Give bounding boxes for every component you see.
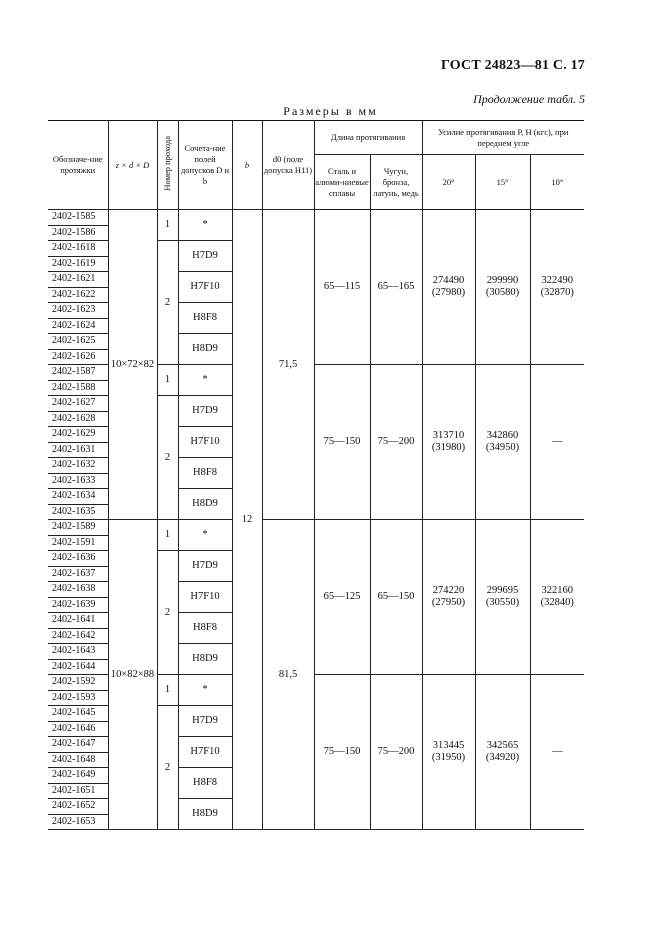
col-d0: d0 (поле допуска H11) xyxy=(262,121,314,210)
col-angle-15: 15° xyxy=(475,155,530,210)
force-10-cell xyxy=(530,675,584,830)
col-tolerance: Сочета-ние полей допусков D и b xyxy=(178,121,232,210)
designation-cell: 2402-1623 xyxy=(48,303,108,319)
designation-cell: 2402-1648 xyxy=(48,752,108,768)
designation-cell: 2402-1628 xyxy=(48,411,108,427)
force-15-newton: 342565 xyxy=(486,740,519,751)
designation-cell: 2402-1637 xyxy=(48,566,108,582)
force-20-newton: 274220 xyxy=(432,585,465,596)
designation-cell: 2402-1619 xyxy=(48,256,108,272)
tolerance-cell: H7D9 xyxy=(178,551,232,582)
tolerance-cell: H8D9 xyxy=(178,644,232,675)
b-cell: 12 xyxy=(232,210,262,830)
designation-cell: 2402-1652 xyxy=(48,799,108,815)
length-steel-cell: 65—115 xyxy=(314,210,370,365)
tolerance-star-cell: * xyxy=(178,365,232,396)
force-15-kgf: (30550) xyxy=(485,597,520,608)
force-10-cell xyxy=(530,520,584,675)
tolerance-star-cell: * xyxy=(178,675,232,706)
col-pass-no-label: Номер прохода xyxy=(162,136,172,191)
force-15-cell xyxy=(475,365,530,520)
force-20-cell xyxy=(422,210,475,365)
force-20-newton: 313710 xyxy=(432,430,465,441)
designation-cell: 2402-1625 xyxy=(48,334,108,350)
designation-cell: 2402-1626 xyxy=(48,349,108,365)
designation-cell: 2402-1624 xyxy=(48,318,108,334)
units-caption: Размеры в мм xyxy=(283,104,378,118)
designation-cell: 2402-1647 xyxy=(48,737,108,753)
tolerance-cell: H7F10 xyxy=(178,582,232,613)
col-angle-10: 10° xyxy=(530,155,584,210)
length-iron-cell: 65—165 xyxy=(370,210,422,365)
col-force-group: Усилие протягивания P, Н (кгс), при переднем угле xyxy=(422,121,584,155)
force-20-newton: 313445 xyxy=(432,740,465,751)
force-20-kgf: (31980) xyxy=(431,442,466,453)
length-steel-cell: 65—125 xyxy=(314,520,370,675)
col-length-group: Длина протягивания xyxy=(314,121,422,155)
d0-cell: 71,5 xyxy=(262,210,314,520)
tolerance-cell: H8F8 xyxy=(178,458,232,489)
length-iron-cell: 65—150 xyxy=(370,520,422,675)
force-20-cell xyxy=(422,365,475,520)
designation-cell: 2402-1627 xyxy=(48,396,108,412)
col-angle-20: 20° xyxy=(422,155,475,210)
col-pass-no xyxy=(157,121,178,210)
designation-cell: 2402-1635 xyxy=(48,504,108,520)
designation-cell: 2402-1589 xyxy=(48,520,108,536)
tolerance-star-cell: * xyxy=(178,210,232,241)
force-20-cell xyxy=(422,520,475,675)
tolerance-cell: H7D9 xyxy=(178,241,232,272)
designation-cell: 2402-1651 xyxy=(48,783,108,799)
tolerance-cell: H8F8 xyxy=(178,613,232,644)
tolerance-star-cell: * xyxy=(178,520,232,551)
pass-2-cell: 2 xyxy=(157,396,178,520)
designation-cell: 2402-1634 xyxy=(48,489,108,505)
broach-table xyxy=(48,120,584,830)
pass-1-cell: 1 xyxy=(157,365,178,396)
table-row xyxy=(48,520,584,536)
force-20-newton: 274490 xyxy=(432,275,465,286)
tolerance-cell: H7D9 xyxy=(178,396,232,427)
designation-cell: 2402-1591 xyxy=(48,535,108,551)
tolerance-cell: H8D9 xyxy=(178,489,232,520)
force-15-cell xyxy=(475,520,530,675)
force-10-newton: 322490 xyxy=(541,275,574,286)
length-steel-cell: 75—150 xyxy=(314,675,370,830)
d0-cell: 81,5 xyxy=(262,520,314,830)
col-designation: Обозначе-ние протяжки xyxy=(48,121,108,210)
designation-cell: 2402-1585 xyxy=(48,210,108,226)
designation-cell: 2402-1629 xyxy=(48,427,108,443)
force-15-newton: 299990 xyxy=(486,275,519,286)
force-15-cell xyxy=(475,675,530,830)
designation-cell: 2402-1642 xyxy=(48,628,108,644)
force-10-cell xyxy=(530,365,584,520)
tolerance-cell: H8D9 xyxy=(178,334,232,365)
designation-cell: 2402-1645 xyxy=(48,706,108,722)
force-20-kgf: (31950) xyxy=(431,752,466,763)
pass-1-cell: 1 xyxy=(157,520,178,551)
designation-cell: 2402-1586 xyxy=(48,225,108,241)
designation-cell: 2402-1618 xyxy=(48,241,108,257)
zdD-cell: 10×82×88 xyxy=(108,520,157,830)
designation-cell: 2402-1649 xyxy=(48,768,108,784)
tolerance-cell: H7F10 xyxy=(178,272,232,303)
tolerance-cell: H8F8 xyxy=(178,768,232,799)
designation-cell: 2402-1593 xyxy=(48,690,108,706)
tolerance-cell: H7F10 xyxy=(178,737,232,768)
force-10-kgf: (32840) xyxy=(540,597,574,608)
tolerance-cell: H8F8 xyxy=(178,303,232,334)
col-length-iron: Чугун, бронза, латунь, медь xyxy=(370,155,422,210)
length-steel-cell: 75—150 xyxy=(314,365,370,520)
designation-cell: 2402-1639 xyxy=(48,597,108,613)
pass-2-cell: 2 xyxy=(157,241,178,365)
col-zdD: z × d × D xyxy=(108,121,157,210)
force-15-kgf: (34950) xyxy=(485,442,520,453)
designation-cell: 2402-1622 xyxy=(48,287,108,303)
pass-2-cell: 2 xyxy=(157,551,178,675)
designation-cell: 2402-1633 xyxy=(48,473,108,489)
designation-cell: 2402-1587 xyxy=(48,365,108,381)
tolerance-cell: H7D9 xyxy=(178,706,232,737)
pass-1-cell: 1 xyxy=(157,675,178,706)
force-15-kgf: (34920) xyxy=(485,752,520,763)
tolerance-cell: H7F10 xyxy=(178,427,232,458)
force-10-cell xyxy=(530,210,584,365)
pass-2-cell: 2 xyxy=(157,706,178,830)
force-15-kgf: (30580) xyxy=(485,287,520,298)
designation-cell: 2402-1621 xyxy=(48,272,108,288)
table-continuation-note: Продолжение табл. 5 xyxy=(473,92,585,106)
designation-cell: 2402-1653 xyxy=(48,814,108,830)
col-b: b xyxy=(232,121,262,210)
table-body xyxy=(48,210,584,830)
table-row xyxy=(48,210,584,226)
designation-cell: 2402-1631 xyxy=(48,442,108,458)
force-10-newton: — xyxy=(552,746,563,757)
length-iron-cell: 75—200 xyxy=(370,365,422,520)
designation-cell: 2402-1638 xyxy=(48,582,108,598)
designation-cell: 2402-1646 xyxy=(48,721,108,737)
designation-cell: 2402-1636 xyxy=(48,551,108,567)
force-20-kgf: (27980) xyxy=(431,287,466,298)
pass-1-cell: 1 xyxy=(157,210,178,241)
force-20-cell xyxy=(422,675,475,830)
col-length-steel: Сталь и алюми-ниевые сплавы xyxy=(314,155,370,210)
force-10-newton: — xyxy=(552,436,563,447)
force-20-kgf: (27950) xyxy=(431,597,466,608)
designation-cell: 2402-1644 xyxy=(48,659,108,675)
designation-cell: 2402-1588 xyxy=(48,380,108,396)
force-15-newton: 342860 xyxy=(486,430,519,441)
force-15-newton: 299695 xyxy=(486,585,519,596)
length-iron-cell: 75—200 xyxy=(370,675,422,830)
force-10-kgf: (32870) xyxy=(540,287,574,298)
designation-cell: 2402-1632 xyxy=(48,458,108,474)
designation-cell: 2402-1643 xyxy=(48,644,108,660)
tolerance-cell: H8D9 xyxy=(178,799,232,830)
force-15-cell xyxy=(475,210,530,365)
designation-cell: 2402-1641 xyxy=(48,613,108,629)
designation-cell: 2402-1592 xyxy=(48,675,108,691)
force-10-newton: 322160 xyxy=(541,585,574,596)
page-header: ГОСТ 24823—81 С. 17 xyxy=(441,58,585,73)
zdD-cell: 10×72×82 xyxy=(108,210,157,520)
